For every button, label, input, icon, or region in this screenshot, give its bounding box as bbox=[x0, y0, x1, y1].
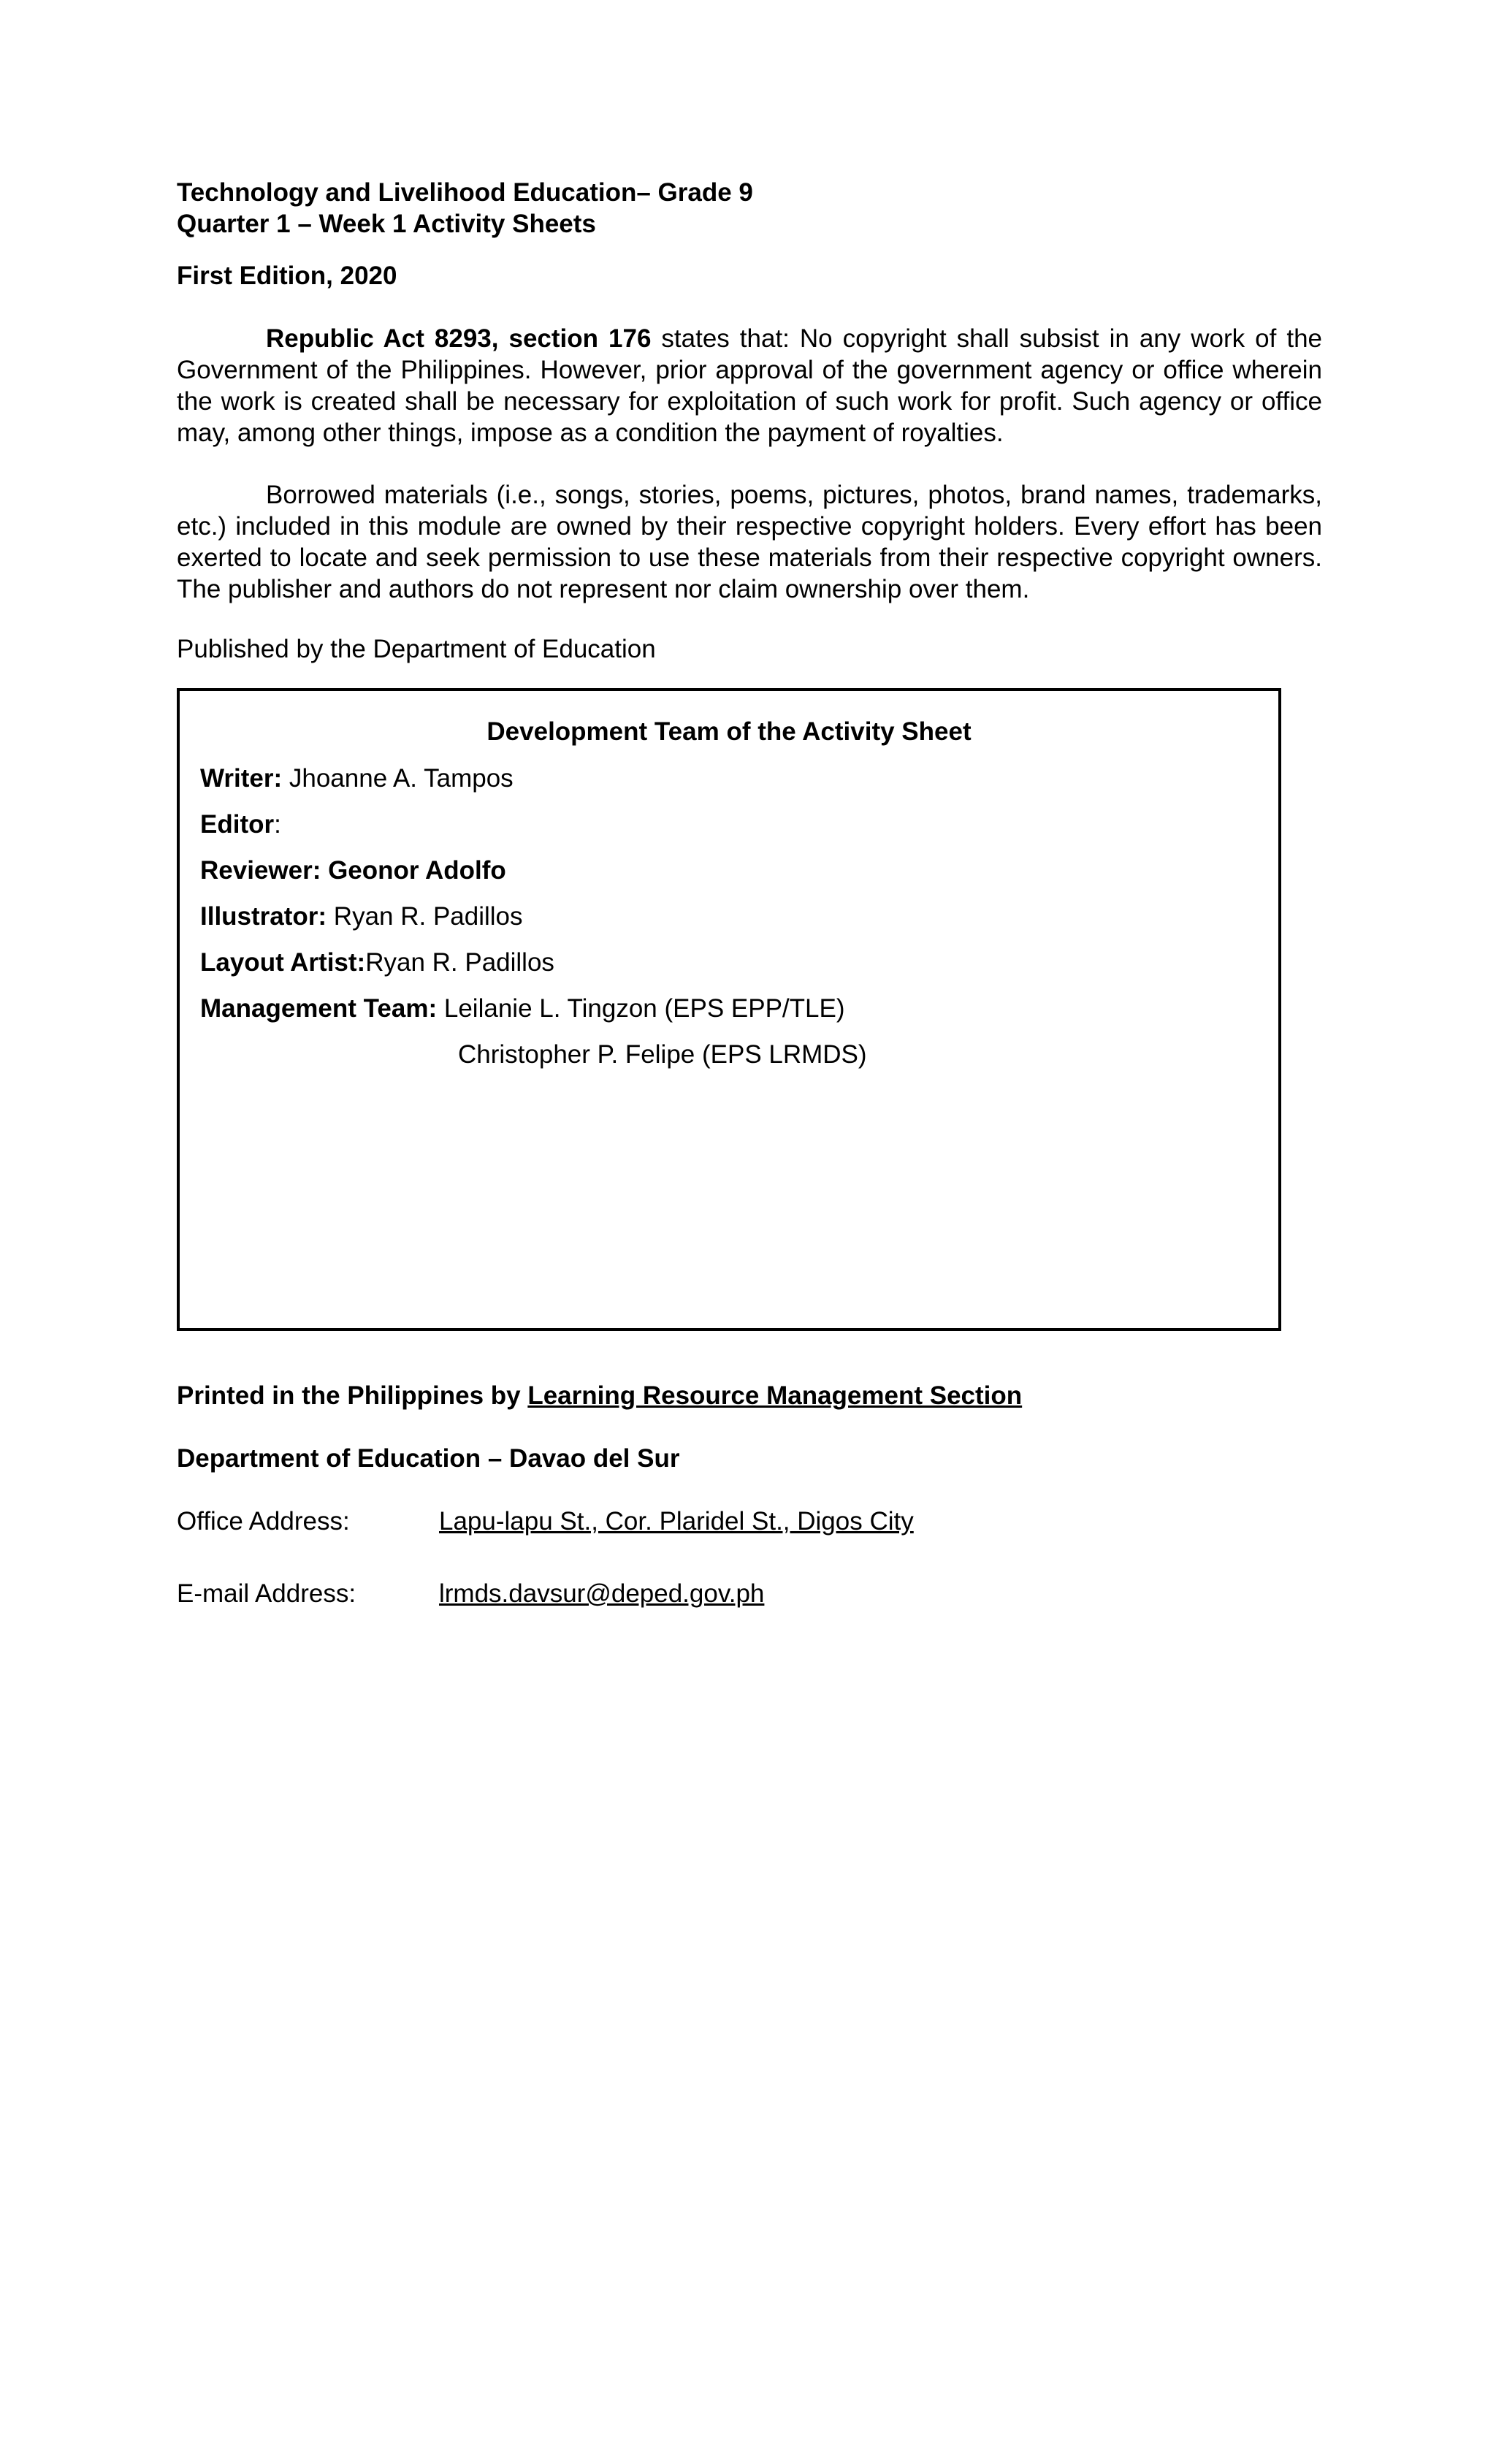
illustrator-row bbox=[200, 901, 523, 933]
document-title: Technology and Livelihood Education– Grade 9 bbox=[177, 178, 753, 207]
department-line: Department of Education – Davao del Sur bbox=[177, 1444, 680, 1473]
copyright-paragraph bbox=[177, 323, 1322, 449]
development-team-box bbox=[177, 688, 1281, 1331]
editor-row bbox=[200, 809, 281, 841]
borrowed-materials-paragraph: Borrowed materials (i.e., songs, stories, poems, pictures, photos, brand names, trademarks, etc.) included in this module are owned by their respective copyright holders. Every effort has been exerted to locate and seek permission to use these materials from their respective copyright owners. The publisher and authors do not represent nor claim ownership over them. bbox=[177, 481, 1322, 603]
editor-label: Editor bbox=[200, 810, 275, 839]
development-team-title: Development Team of the Activity Sheet bbox=[486, 717, 972, 746]
management-member-1: Leilanie L. Tingzon (EPS EPP/TLE) bbox=[437, 994, 845, 1023]
email-address-label: E-mail Address: bbox=[177, 1579, 356, 1608]
document-subtitle: Quarter 1 – Week 1 Activity Sheets bbox=[177, 210, 596, 238]
illustrator-name: Ryan R. Padillos bbox=[327, 902, 523, 931]
reviewer-row bbox=[200, 855, 506, 887]
printed-by-section-link: Learning Resource Management Section bbox=[527, 1381, 1023, 1410]
published-by-line: Published by the Department of Education bbox=[177, 635, 656, 663]
edition-line: First Edition, 2020 bbox=[177, 262, 397, 290]
editor-colon: : bbox=[274, 810, 281, 839]
writer-name: Jhoanne A. Tampos bbox=[282, 764, 514, 793]
email-address-link[interactable]: lrmds.davsur@deped.gov.ph bbox=[439, 1579, 765, 1608]
printed-by-line bbox=[177, 1380, 1022, 1412]
management-member-2: Christopher P. Felipe (EPS LRMDS) bbox=[458, 1040, 867, 1069]
management-team-row bbox=[200, 993, 845, 1025]
writer-label: Writer: bbox=[200, 764, 283, 793]
management-team-label: Management Team: bbox=[200, 994, 438, 1023]
illustrator-label: Illustrator: bbox=[200, 902, 327, 931]
writer-row bbox=[200, 763, 514, 795]
layout-artist-name: Ryan R. Padillos bbox=[365, 948, 554, 977]
copyright-text: states that: No copyright shall subsist in any work of the Government of the Philippines. However, prior approval of the government agency or office wherein the work is created shall be necessary for exploitation of such work for profit. Such agency or office may, among other things, impose as a condition the payment of royalties. bbox=[177, 324, 1323, 447]
printed-by-prefix: Printed in the Philippines by bbox=[177, 1381, 528, 1410]
layout-artist-row bbox=[200, 947, 554, 979]
reviewer-text: Reviewer: Geonor Adolfo bbox=[200, 856, 506, 885]
office-address-value: Lapu-lapu St., Cor. Plaridel St., Digos City bbox=[439, 1507, 914, 1536]
layout-artist-label: Layout Artist: bbox=[200, 948, 366, 977]
law-reference: Republic Act 8293, section 176 bbox=[266, 324, 652, 353]
office-address-label: Office Address: bbox=[177, 1507, 350, 1536]
